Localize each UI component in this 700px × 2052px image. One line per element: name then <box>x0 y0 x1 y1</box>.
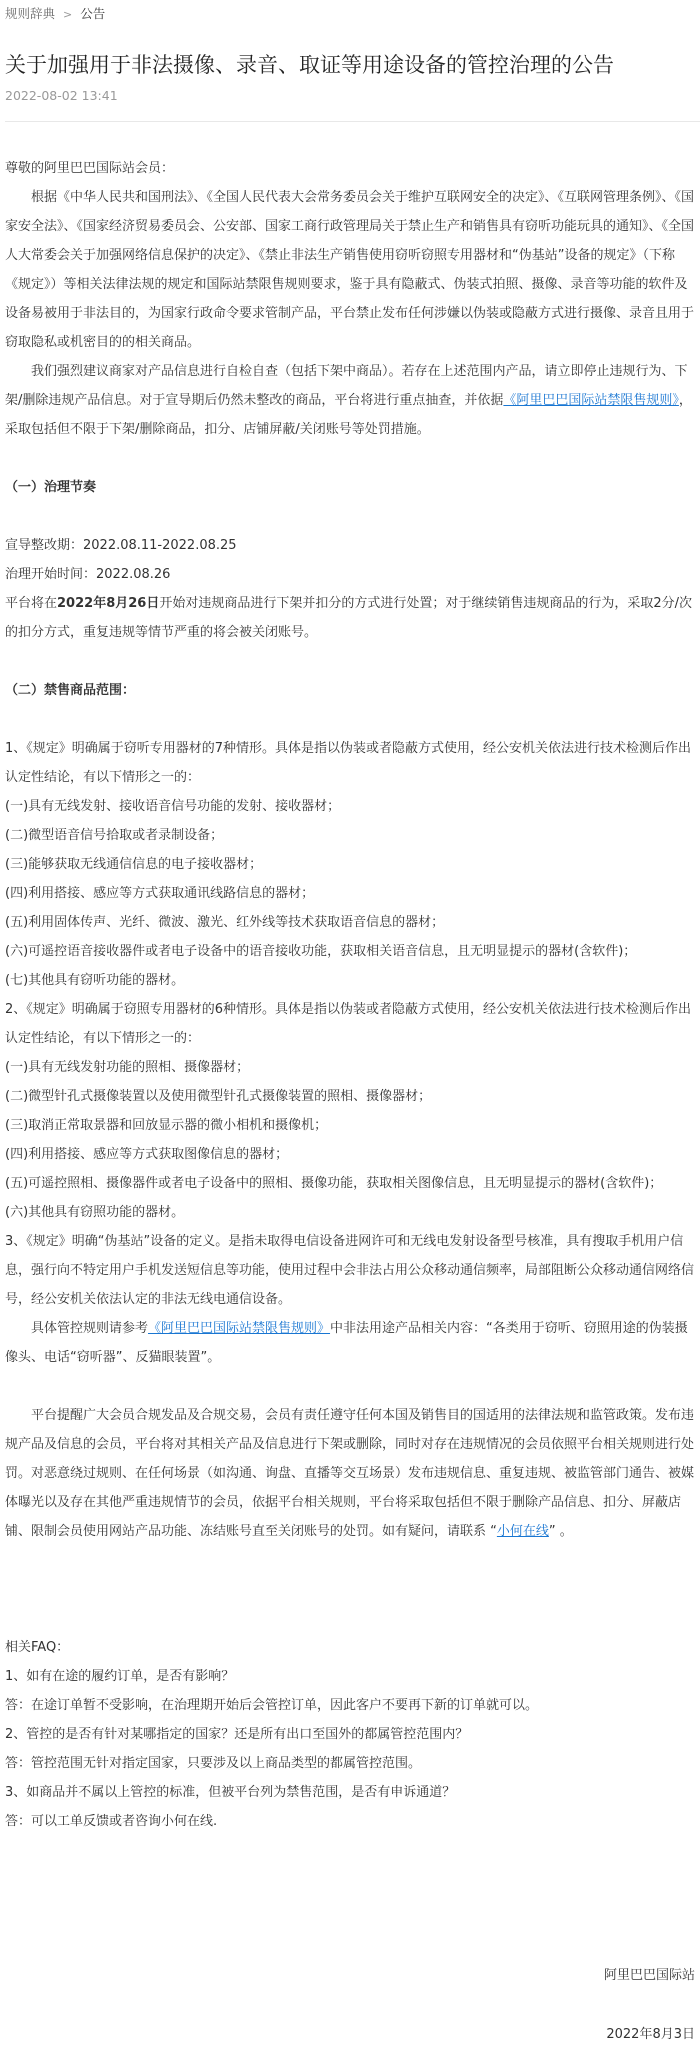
list-item: (五)利用固体传声、光纤、微波、激光、红外线等技术获取语音信息的器材； <box>5 915 445 930</box>
list-item: (二)微型针孔式摄像装置以及使用微型针孔式摄像装置的照相、摄像器材； <box>5 1089 432 1104</box>
paragraph-compliance-reminder <box>5 1401 695 1546</box>
scope-fake-base-station: 3、《规定》明确“伪基站”设备的定义。是指未取得电信设备进网许可和无线电发射设备型号核准，具有搜取手机用户信息，强行向不特定用户手机发送短信息等功能，使用过程中会非法占用公众移动通信频率，局部阻断公众移动通信网络信号，经公安机关依法认定的非法无线电通信设备。 <box>5 1234 695 1307</box>
list-item: (三)能够获取无线通信信息的电子接收器材； <box>5 857 263 872</box>
signature: 阿里巴巴国际站 <box>603 1968 695 1983</box>
breadcrumb <box>5 5 105 23</box>
paragraph-self-check-text: 我们强烈建议商家对产品信息进行自检自查（包括下架中商品）。若存在上述范围内产品，请立即停止违规行为、下架/删除违规产品信息。对于宣导期后仍然未整改的商品，平台将进行重点抽查，并依据 <box>5 364 688 408</box>
faq-question-3: 3、如商品并不属以上管控的标准，但被平台列为禁售范围，是否有申诉通道？ <box>5 1785 456 1800</box>
list-item: (六)其他具有窃照功能的器材。 <box>5 1205 185 1220</box>
prohibited-rules-link[interactable]: 《阿里巴巴国际站禁限售规则》 <box>503 393 679 408</box>
spacer <box>5 502 695 531</box>
spacer <box>5 1546 695 1633</box>
breadcrumb-current: 公告 <box>80 6 106 21</box>
list-item: (五)可遥控照相、摄像器件或者电子设备中的照相、摄像功能，获取相关图像信息，且无明显提示的器材(含软件)； <box>5 1176 663 1191</box>
list-item: (七)其他具有窃听功能的器材。 <box>5 973 185 988</box>
publish-date: 2022-08-02 13:41 <box>5 88 118 103</box>
paragraph-compliance-tail: ” 。 <box>548 1524 573 1539</box>
paragraph-self-check <box>5 357 695 444</box>
faq-title: 相关FAQ： <box>5 1640 70 1655</box>
enforcement-date: 2022年8月26日 <box>57 596 160 611</box>
signature-date: 2022年8月3日 <box>606 2027 695 2042</box>
paragraph-rule-reference-text: 具体管控规则请参考 <box>31 1321 149 1336</box>
paragraph-self-check-tail: ，采取包括但不限于下架/删除商品，扣分、店铺屏蔽/关闭账号等处罚措施。 <box>5 393 692 437</box>
page-title: 关于加强用于非法摄像、录音、取证等用途设备的管控治理的公告 <box>5 53 614 77</box>
section-heading-scope: （二）禁售商品范围： <box>5 683 136 698</box>
paragraph-compliance-text: 平台提醒广大会员合规发品及合规交易，会员有责任遵守任何本国及销售目的国适用的法律法规和监管政策。发布违规产品及信息的会员，平台将对其相关产品及信息进行下架或删除，同时对存在违规情况的会员依照平台相关规则进行处罚。对恶意绕过规则、在任何场景（如沟通、询盘、直播等交互场景）发布违规信息、重复违规、被监管部门通告、被媒体曝光以及存在其他严重违规情节的会员，依据平台相关规则，平台将采取包括但不限于删除产品信息、扣分、屏蔽店铺、限制会员使用网站产品功能、冻结账号直至关闭账号的处罚。如有疑问，请联系 “ <box>5 1408 695 1539</box>
scope-eavesdrop-intro: 1、《规定》明确属于窃听专用器材的7种情形。具体是指以伪装或者隐蔽方式使用，经公安机关依法进行技术检测后作出认定性结论，有以下情形之一的： <box>5 741 692 785</box>
faq-answer-1: 答：在途订单暂不受影响，在治理期开始后会管控订单，因此客户不要再下新的订单就可以。 <box>5 1698 539 1713</box>
contact-online-link[interactable]: 小何在线 <box>496 1524 549 1539</box>
spacer <box>5 444 695 473</box>
faq-question-2: 2、管控的是否有针对某哪指定的国家？还是所有出口至国外的都属管控范围内？ <box>5 1727 469 1742</box>
list-item: (三)取消正常取景器和回放显示器的微小相机和摄像机； <box>5 1118 328 1133</box>
spacer <box>5 1372 695 1401</box>
faq-answer-3: 答：可以工单反馈或者咨询小何在线. <box>5 1814 218 1829</box>
spacer <box>5 705 695 734</box>
breadcrumb-separator: > <box>63 8 73 21</box>
schedule-rectification-period: 宣导整改期：2022.08.11-2022.08.25 <box>5 538 237 553</box>
list-item: (一)具有无线发射功能的照相、摄像器材； <box>5 1060 250 1075</box>
scope-photo-intro: 2、《规定》明确属于窃照专用器材的6种情形。具体是指以伪装或者隐蔽方式使用，经公安机关依法进行技术检测后作出认定性结论，有以下情形之一的： <box>5 1002 692 1046</box>
list-item: (四)利用搭接、感应等方式获取图像信息的器材； <box>5 1147 289 1162</box>
paragraph-enforcement <box>5 589 695 647</box>
paragraph-rule-reference <box>5 1314 695 1372</box>
title-divider <box>5 121 700 122</box>
faq-question-1: 1、如有在途的履约订单，是否有影响？ <box>5 1669 235 1684</box>
list-item: (一)具有无线发射、接收语音信号功能的发射、接收器材； <box>5 799 341 814</box>
section-heading-schedule: （一）治理节奏 <box>5 480 97 495</box>
paragraph-enforcement-text: 平台将在 <box>5 596 58 611</box>
faq-answer-2: 答：管控范围无针对指定国家，只要涉及以上商品类型的都属管控范围。 <box>5 1756 422 1771</box>
breadcrumb-parent-link[interactable]: 规则辞典 <box>5 6 56 21</box>
article-body <box>5 154 695 1836</box>
schedule-start-time: 治理开始时间：2022.08.26 <box>5 567 171 582</box>
paragraph-rule-reference-tail: 中非法用途产品相关内容：“各类用于窃听、窃照用途的伪装摄像头、电话“窃听器”、反猫眼装置”。 <box>5 1321 688 1365</box>
paragraph-legal-basis: 根据《中华人民共和国刑法》、《全国人民代表大会常务委员会关于维护互联网安全的决定》、《互联网管理条例》、《国家安全法》、《国家经济贸易委员会、公安部、国家工商行政管理局关于禁止生产和销售具有窃听功能玩具的通知》、《全国人大常委会关于加强网络信息保护的决定》、《禁止非法生产销售使用窃听窃照专用器材和“伪基站”设备的规定》（下称《规定》）等相关法律法规的规定和国际站禁限售规则要求，鉴于具有隐蔽式、伪装式拍照、摄像、录音等功能的软件及设备易被用于非法目的，为国家行政命令要求管制产品，平台禁止发布任何涉嫌以伪装或隐蔽方式进行摄像、录音且用于窃取隐私或机密目的的相关商品。 <box>5 190 695 350</box>
greeting: 尊敬的阿里巴巴国际站会员： <box>5 161 175 176</box>
spacer <box>5 647 695 676</box>
paragraph-enforcement-tail: 开始对违规商品进行下架并扣分的方式进行处置；对于继续销售违规商品的行为，采取2分/次的扣分方式，重复违规等情节严重的将会被关闭账号。 <box>5 596 692 640</box>
list-item: (四)利用搭接、感应等方式获取通讯线路信息的器材； <box>5 886 315 901</box>
list-item: (六)可遥控语音接收器件或者电子设备中的语音接收功能，获取相关语音信息，且无明显提示的器材(含软件)； <box>5 944 637 959</box>
prohibited-rules-link-2[interactable]: 《阿里巴巴国际站禁限售规则》 <box>148 1321 331 1336</box>
list-item: (二)微型语音信号拾取或者录制设备； <box>5 828 224 843</box>
